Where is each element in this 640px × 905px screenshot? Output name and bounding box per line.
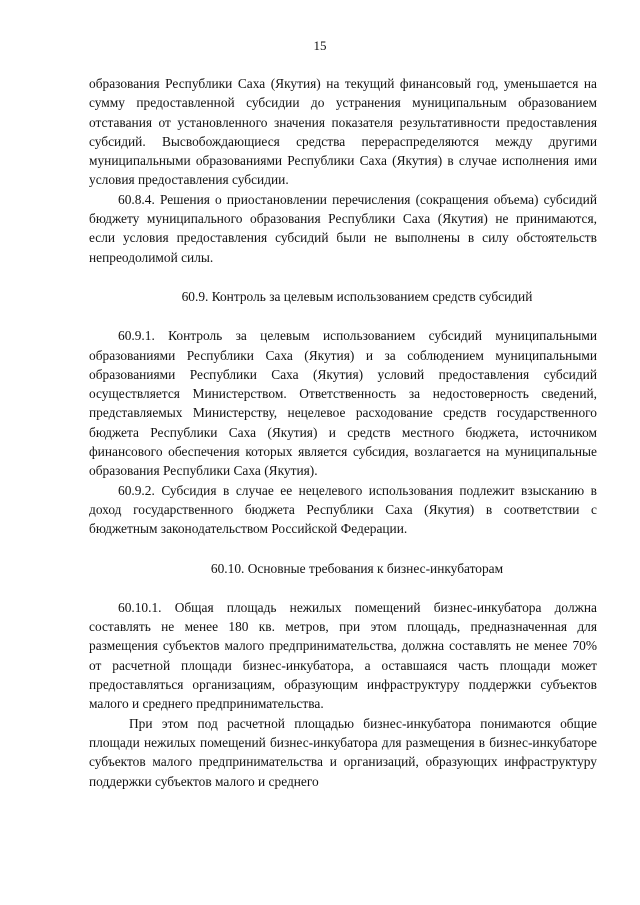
page-number: 15	[313, 38, 327, 53]
paragraph-60-9-2: 60.9.2. Субсидия в случае ее нецелевого использования подлежит взысканию в доход государственного бюджета Республики Саха (Якутия) в соответствии с бюджетным законодательством Российской Федерации.	[89, 482, 597, 537]
paragraph-60-9-1: 60.9.1. Контроль за целевым использованием субсидий муниципальными образованиями Республики Саха (Якутия) и за соблюдением муниципальными образованиями Республики Саха (Якутия) условий предоставления субсидий осуществляется Министерством. Ответственность за недостоверность сведений, представляемых Министерству, нецелевое расходование средств государственного бюджета Республики Саха (Якутия) и средств местного бюджета, источником финансового обеспечения которых является субсидия, возлагается на муниципальные образования Республики Саха (Якутия).	[89, 328, 597, 479]
paragraph-60-8-4: 60.8.4. Решения о приостановлении перечисления (сокращения объема) субсидий бюджету муниципального образования Республики Саха (Якутия) не принимаются, если условия предоставления субсидий были не выполнены в силу обстоятельств непреодолимой силы.	[89, 191, 597, 265]
section-heading-60-9: 60.9. Контроль за целевым использованием средств субсидий	[181, 288, 533, 304]
document-body	[89, 74, 597, 791]
paragraph-continuation: образования Республики Саха (Якутия) на текущий финансовый год, уменьшается на сумму предоставленной субсидии до устранения муниципальным образованием отставания от установленного значения показателя результативности предоставления субсидий. Высвобождающиеся средства перераспределяются между другими муниципальными образованиями Республики Саха (Якутия) в случае исполнения ими условия предоставления субсидии.	[89, 76, 597, 188]
section-heading-60-10: 60.10. Основные требования к бизнес-инкубаторам	[210, 560, 504, 576]
paragraph-calculated-area: При этом под расчетной площадью бизнес-инкубатора понимаются общие площади нежилых помещений бизнес-инкубатора для размещения в бизнес-инкубаторе субъектов малого предпринимательства и организаций, образующих инфраструктуру поддержки субъектов малого и среднего	[89, 715, 597, 789]
paragraph-60-10-1: 60.10.1. Общая площадь нежилых помещений бизнес-инкубатора должна составлять не менее 180 кв. метров, при этом площадь, предназначенная для размещения субъектов малого предпринимательства, должна составлять не менее 70% от расчетной площади бизнес-инкубатора, а оставшаяся часть площади может предоставляться организациям, образующим инфраструктуру поддержки субъектов малого и среднего предпринимательства.	[89, 599, 597, 712]
